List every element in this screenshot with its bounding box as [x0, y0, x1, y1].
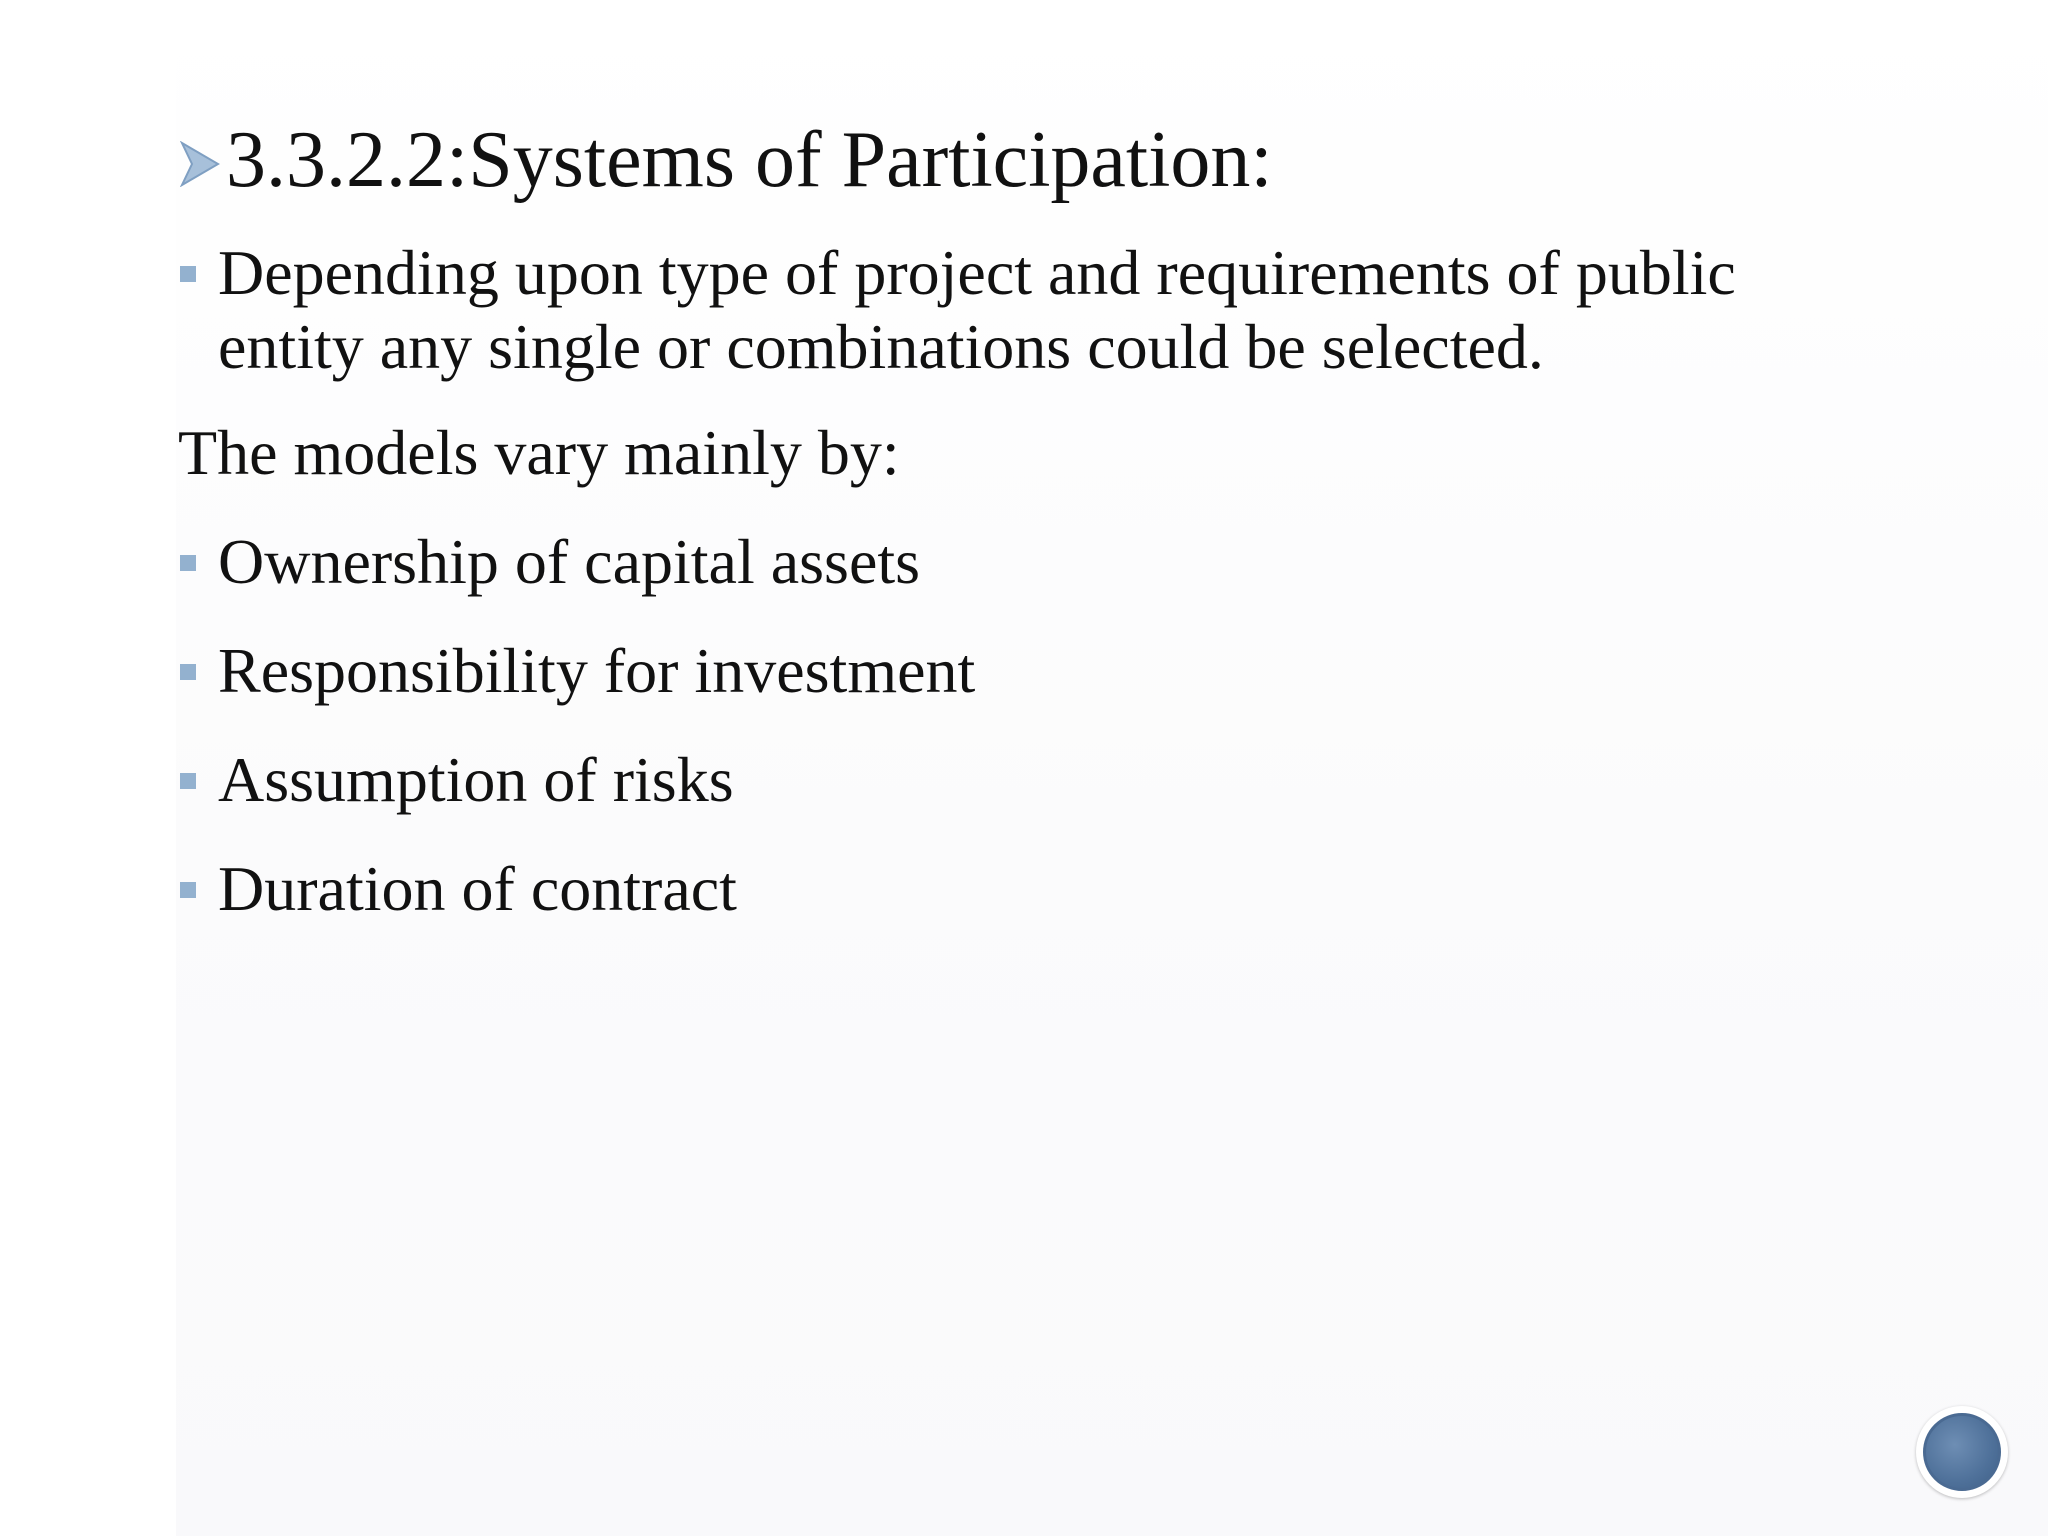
intro-bullet-line-2: entity any single or combinations could be selected. — [218, 311, 1544, 382]
list-item-text: Ownership of capital assets — [218, 526, 921, 597]
models-subheading: The models vary mainly by: — [178, 417, 900, 488]
slide-heading-row — [180, 110, 1273, 210]
square-bullet-icon — [180, 266, 196, 282]
square-bullet-icon — [180, 555, 196, 571]
arrowhead-bullet-icon — [180, 141, 220, 187]
circle-logo-icon — [1923, 1413, 2001, 1491]
list-item-text: Assumption of risks — [218, 744, 734, 815]
square-bullet-icon — [180, 773, 196, 789]
intro-bullet-text — [218, 236, 1736, 384]
intro-bullet-line-1: Depending upon type of project and requirements of public — [218, 237, 1736, 308]
list-item-duration — [180, 852, 737, 926]
slide-title: 3.3.2.2:Systems of Participation: — [226, 116, 1273, 204]
square-bullet-icon — [180, 664, 196, 680]
list-item-risks — [180, 743, 734, 817]
list-item-responsibility — [180, 634, 975, 708]
intro-bullet — [180, 236, 1736, 384]
list-item-ownership — [180, 525, 920, 599]
circle-logo-button[interactable] — [1916, 1406, 2008, 1498]
list-item-text: Duration of contract — [218, 853, 737, 924]
square-bullet-icon — [180, 882, 196, 898]
list-item-text: Responsibility for investment — [218, 635, 976, 706]
